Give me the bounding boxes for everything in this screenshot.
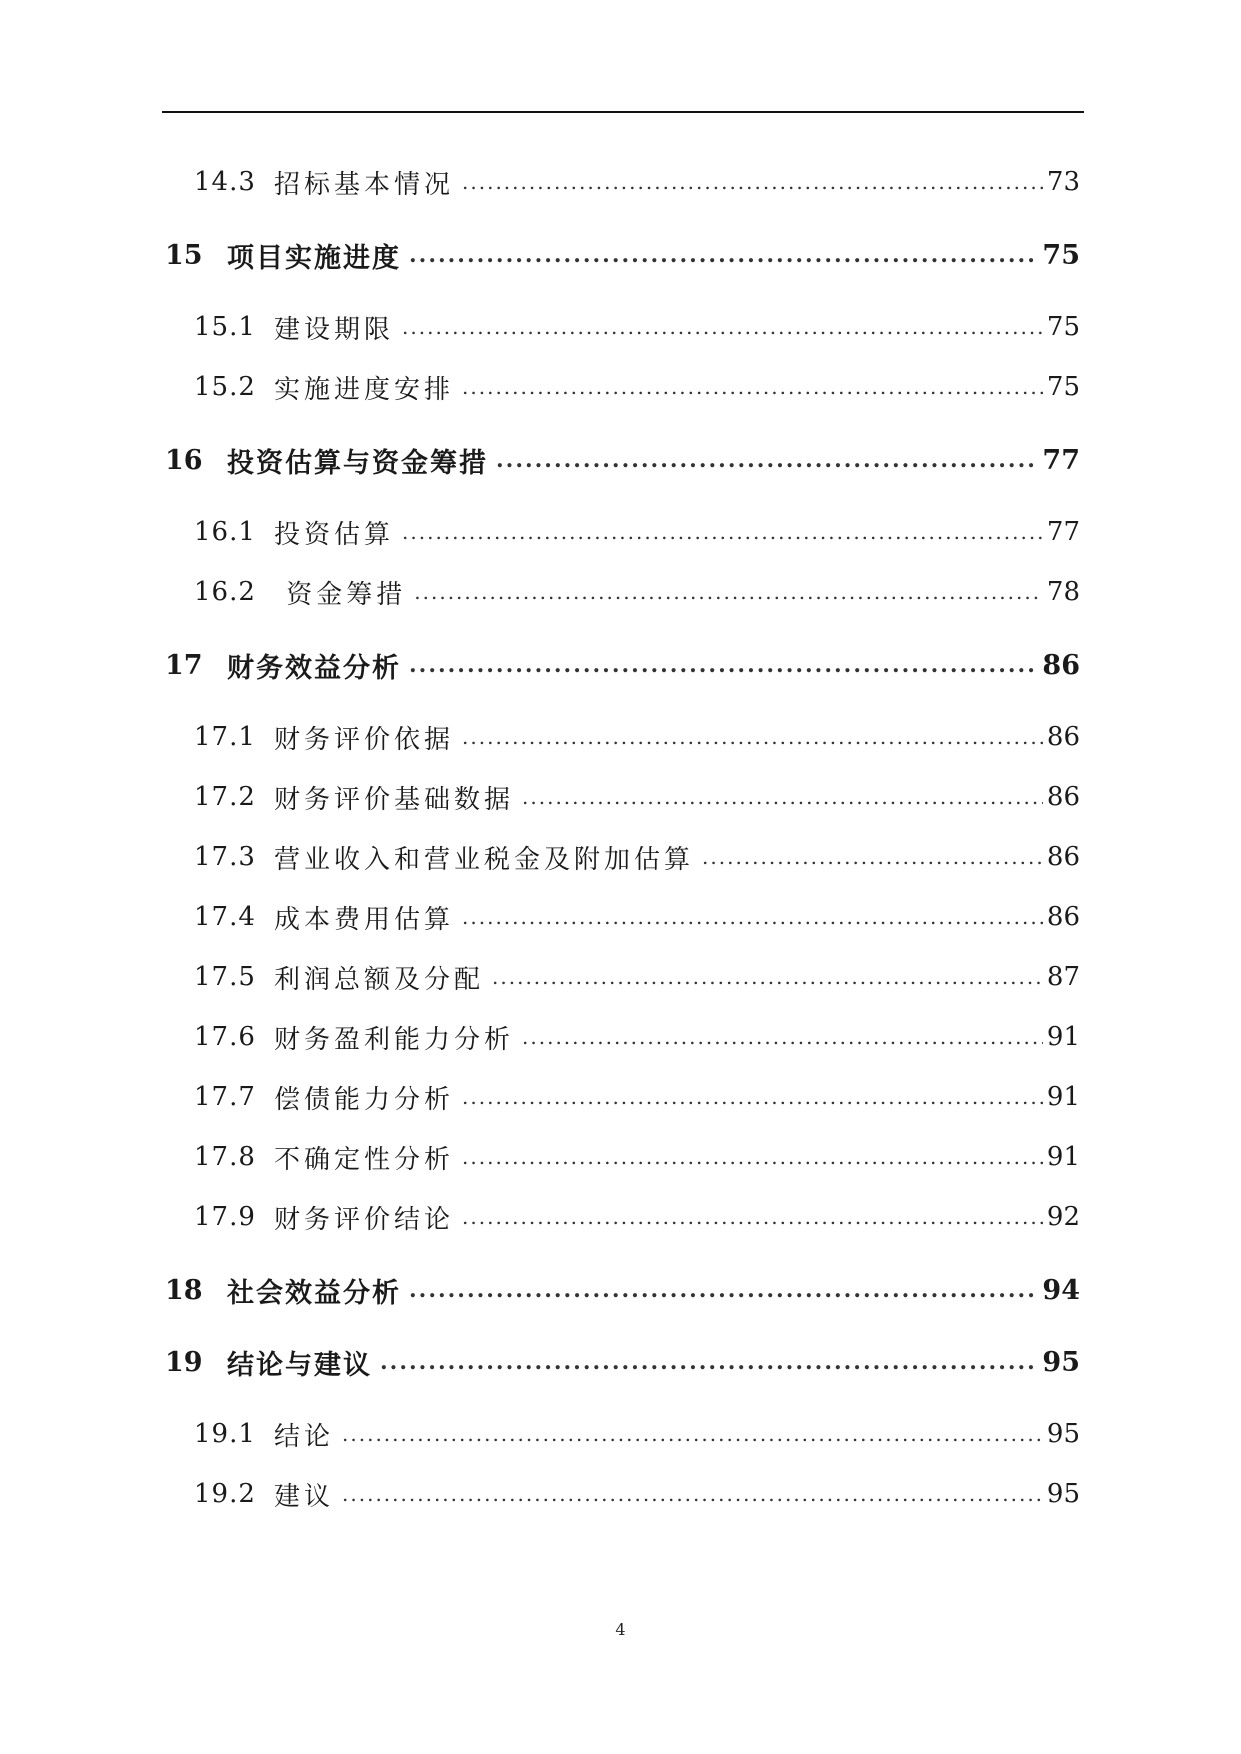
toc-number: 16.2 (194, 577, 256, 607)
toc-page: 75 (1042, 239, 1080, 271)
toc-number: 17.5 (194, 962, 256, 992)
toc-page: 78 (1046, 577, 1080, 607)
toc-number: 19 (165, 1346, 203, 1378)
toc-title: 资金筹措 (274, 579, 407, 610)
toc-leader-dots (409, 652, 1038, 678)
toc-leader-dots (342, 1482, 1043, 1506)
toc-title: 财务评价基础数据 (274, 784, 515, 815)
toc-title: 财务效益分析 (227, 652, 401, 684)
toc-number: 17.2 (194, 782, 256, 812)
toc-entry-15-2[interactable] (162, 367, 1080, 407)
toc-leader-dots (409, 1277, 1038, 1303)
toc-number: 19.1 (194, 1419, 256, 1449)
toc-entry-18[interactable] (162, 1270, 1080, 1310)
toc-leader-dots (522, 1025, 1043, 1049)
toc-title: 财务评价结论 (274, 1204, 455, 1235)
toc-entry-17-2[interactable] (162, 777, 1080, 817)
toc-title: 建议 (274, 1481, 335, 1512)
toc-number: 14.3 (194, 167, 256, 197)
toc-title: 不确定性分析 (274, 1144, 455, 1175)
toc-leader-dots (702, 845, 1043, 869)
toc-title: 结论 (274, 1421, 335, 1452)
toc-leader-dots (414, 580, 1043, 604)
toc-page: 75 (1046, 372, 1080, 402)
page-number: 4 (615, 1620, 626, 1639)
toc-title: 投资估算 (274, 519, 395, 550)
toc-entry-17-7[interactable] (162, 1077, 1080, 1117)
toc-title: 项目实施进度 (227, 242, 401, 274)
toc-page: 91 (1046, 1082, 1080, 1112)
toc-leader-dots (462, 725, 1043, 749)
toc-title: 利润总额及分配 (274, 964, 485, 995)
toc-entry-19-2[interactable] (162, 1474, 1080, 1514)
toc-entry-17[interactable] (162, 645, 1080, 685)
toc-number: 15.2 (194, 372, 256, 402)
toc-title: 营业收入和营业税金及附加估算 (274, 844, 695, 875)
toc-title: 财务盈利能力分析 (274, 1024, 515, 1055)
toc-number: 17.1 (194, 722, 256, 752)
toc-title: 投资估算与资金筹措 (227, 447, 488, 479)
toc-title: 财务评价依据 (274, 724, 455, 755)
toc-title: 招标基本情况 (274, 169, 455, 200)
toc-leader-dots (402, 315, 1043, 339)
toc-page: 91 (1046, 1022, 1080, 1052)
toc-page: 86 (1046, 782, 1080, 812)
toc-page: 95 (1046, 1479, 1080, 1509)
toc-entry-19[interactable] (162, 1342, 1080, 1382)
toc-number: 17.7 (194, 1082, 256, 1112)
toc-number: 17.8 (194, 1142, 256, 1172)
toc-page: 75 (1046, 312, 1080, 342)
toc-page: 94 (1042, 1274, 1080, 1306)
toc-title: 建设期限 (274, 314, 395, 345)
toc-entry-14-3[interactable] (162, 162, 1080, 202)
toc-page: 95 (1046, 1419, 1080, 1449)
toc-entry-17-6[interactable] (162, 1017, 1080, 1057)
toc-leader-dots (462, 1205, 1043, 1229)
toc-entry-17-4[interactable] (162, 897, 1080, 937)
toc-entry-19-1[interactable] (162, 1414, 1080, 1454)
toc-leader-dots (409, 242, 1038, 268)
toc-leader-dots (462, 1085, 1043, 1109)
toc-page: 91 (1046, 1142, 1080, 1172)
toc-page: 77 (1042, 444, 1080, 476)
toc-leader-dots (462, 170, 1043, 194)
toc-number: 16.1 (194, 517, 256, 547)
toc-title: 成本费用估算 (274, 904, 455, 935)
toc-leader-dots (402, 520, 1043, 544)
toc-page: 86 (1046, 902, 1080, 932)
toc-number: 15.1 (194, 312, 256, 342)
toc-number: 19.2 (194, 1479, 256, 1509)
toc-entry-16[interactable] (162, 440, 1080, 480)
toc-title: 社会效益分析 (227, 1277, 401, 1309)
toc-page: 92 (1046, 1202, 1080, 1232)
toc-entry-16-2[interactable] (162, 572, 1080, 612)
toc-page: 87 (1046, 962, 1080, 992)
toc-title: 偿债能力分析 (274, 1084, 455, 1115)
toc-leader-dots (462, 1145, 1043, 1169)
toc-leader-dots (462, 905, 1043, 929)
toc-page: 95 (1042, 1346, 1080, 1378)
toc-leader-dots (342, 1422, 1043, 1446)
toc-leader-dots (492, 965, 1043, 989)
toc-page: 77 (1046, 517, 1080, 547)
toc-number: 17 (165, 649, 203, 681)
toc-leader-dots (462, 375, 1043, 399)
toc-number: 17.3 (194, 842, 256, 872)
toc-entry-17-9[interactable] (162, 1197, 1080, 1237)
toc-number: 15 (165, 239, 203, 271)
toc-entry-16-1[interactable] (162, 512, 1080, 552)
toc-leader-dots (522, 785, 1043, 809)
toc-entry-17-5[interactable] (162, 957, 1080, 997)
toc-number: 17.4 (194, 902, 256, 932)
toc-number: 17.9 (194, 1202, 256, 1232)
toc-entry-15[interactable] (162, 235, 1080, 275)
toc-entry-17-8[interactable] (162, 1137, 1080, 1177)
toc-number: 17.6 (194, 1022, 256, 1052)
toc-title: 实施进度安排 (274, 374, 455, 405)
toc-entry-17-1[interactable] (162, 717, 1080, 757)
toc-page: 86 (1046, 722, 1080, 752)
toc-number: 16 (165, 444, 203, 476)
toc-page: 86 (1046, 842, 1080, 872)
header-rule (162, 111, 1084, 113)
toc-page: 73 (1046, 167, 1080, 197)
toc-entry-15-1[interactable] (162, 307, 1080, 347)
toc-leader-dots (380, 1349, 1038, 1375)
toc-title: 结论与建议 (227, 1349, 372, 1381)
toc-leader-dots (496, 447, 1038, 473)
toc-number: 18 (165, 1274, 203, 1306)
toc-page: 86 (1042, 649, 1080, 681)
toc-entry-17-3[interactable] (162, 837, 1080, 877)
